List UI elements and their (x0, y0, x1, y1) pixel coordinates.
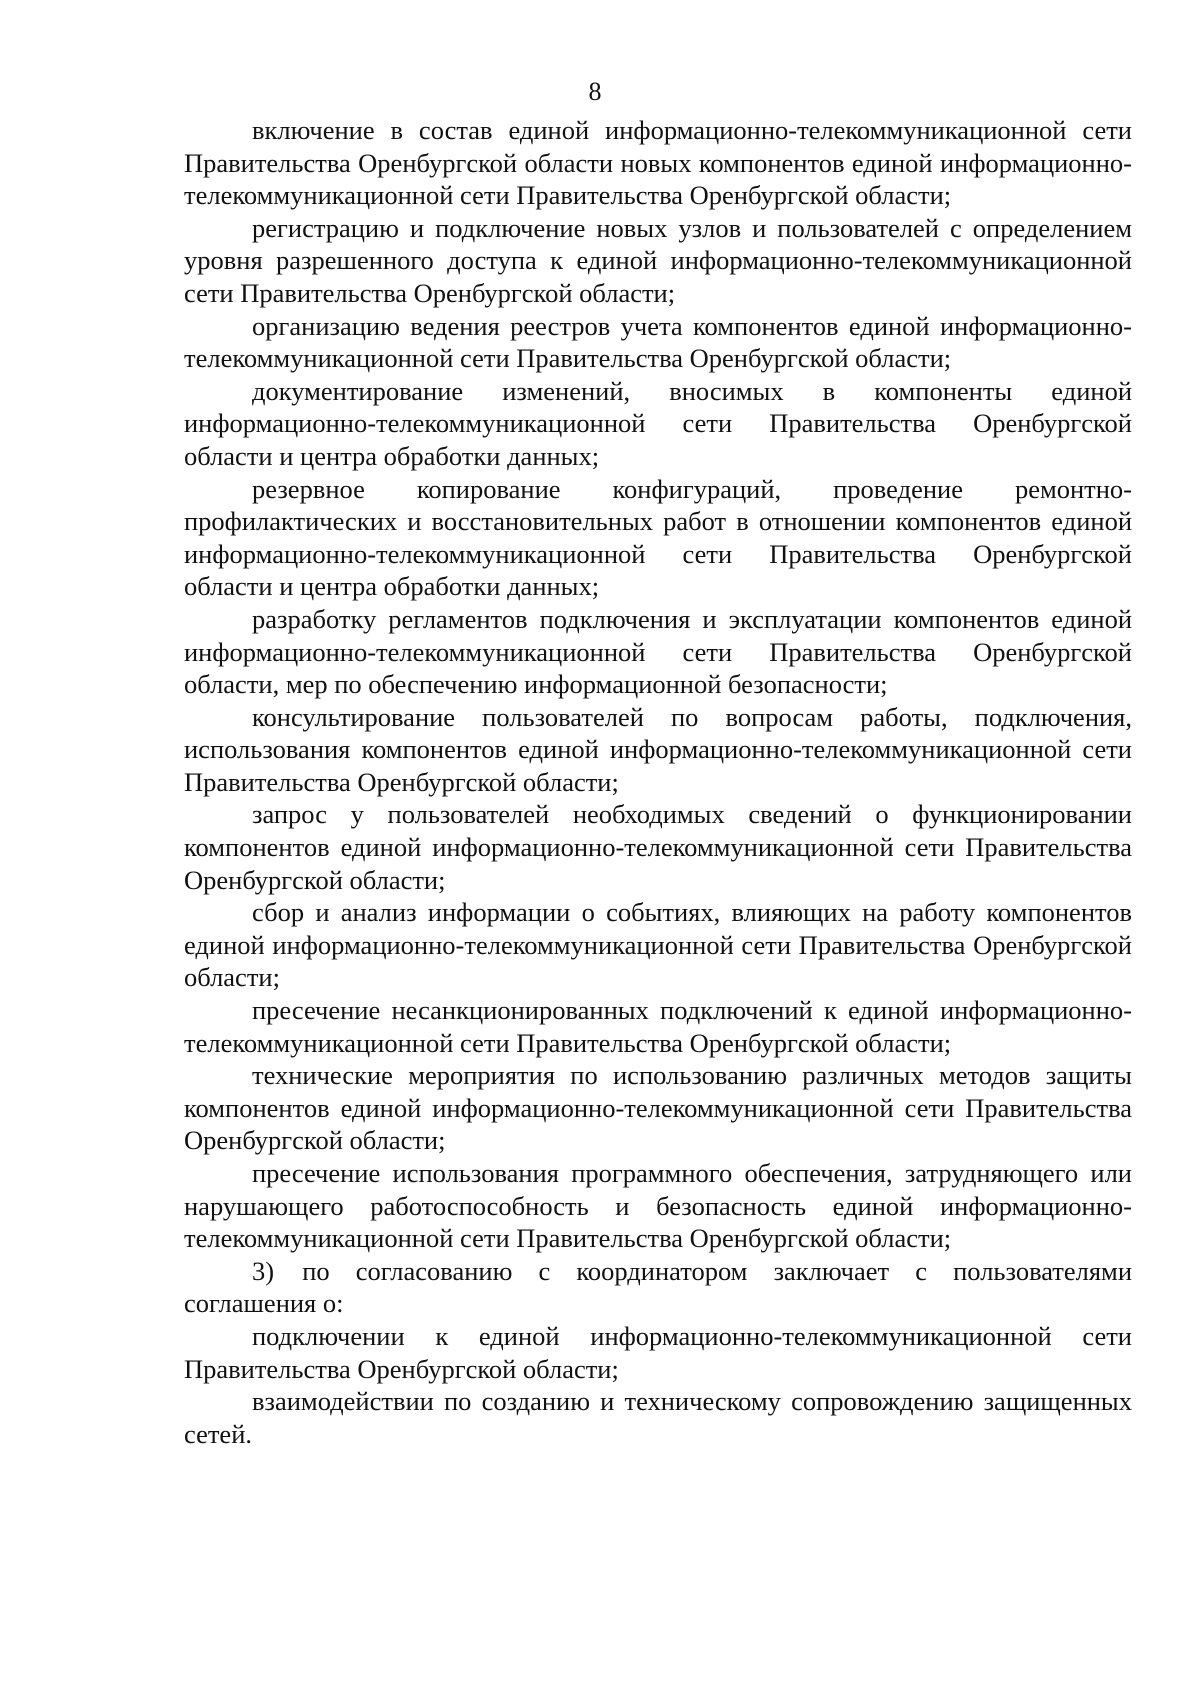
paragraph-event-analysis: сбор и анализ информации о событиях, влияющих на работу компонентов единой информационно-телекоммуникационной сети Правительства Оренбургской области; (184, 897, 1132, 993)
paragraph-item-3 (184, 1255, 1132, 1320)
item-3-text: по согласованию с координатором заключает с пользователями соглашения о: (184, 1255, 1133, 1319)
page-number: 8 (588, 77, 602, 106)
paragraph-documenting: документирование изменений, вносимых в компоненты единой информационно-телекоммуникационной сети Правительства Оренбургской области и центра обработки данных; (184, 375, 1132, 471)
item-3-number: 3) (252, 1255, 275, 1286)
paragraph-registry: организацию ведения реестров учета компонентов единой информационно-телекоммуникационной сети Правительства Оренбургской области; (184, 310, 1132, 374)
document-body (184, 114, 1132, 1450)
paragraph-agreement-cooperation: взаимодействии по созданию и техническому сопровождению защищенных сетей. (184, 1386, 1132, 1449)
paragraph-consulting: консультирование пользователей по вопросам работы, подключения, использования компонентов единой информационно-телекоммуникационной сети Правительства Оренбургской области; (184, 701, 1132, 797)
paragraph-agreement-connection: подключении к единой информационно-телекоммуникационной сети Правительства Оренбургской области; (184, 1320, 1132, 1384)
paragraph-network-inclusion: включение в состав единой информационно-телекоммуникационной сети Правительства Оренбургской области новых компонентов единой информационно-телекоммуникационной сети Правительства Оренбургской области; (184, 115, 1132, 211)
paragraph-software: пресечение использования программного обеспечения, затрудняющего или нарушающего работоспособность и безопасность единой информационно-телекоммуникационной сети Правительства Оренбургской области; (184, 1158, 1132, 1254)
paragraph-regulations: разработку регламентов подключения и эксплуатации компонентов единой информационно-телекоммуникационной сети Правительства Оренбургской области, мер по обеспечению информационной безопасности; (184, 603, 1132, 700)
paragraph-registration: регистрацию и подключение новых узлов и пользователей с определением уровня разрешенного доступа к единой информационно-телекоммуникационной сети Правительства Оренбургской области; (184, 212, 1132, 308)
paragraph-protection: технические мероприятия по использованию различных методов защиты компонентов единой информационно-телекоммуникационной сети Правительства Оренбургской области; (184, 1060, 1132, 1156)
paragraph-info-request: запрос у пользователей необходимых сведений о функционировании компонентов единой информационно-телекоммуникационной сети Правительства Оренбургской области; (184, 799, 1132, 895)
paragraph-backup: резервное копирование конфигураций, проведение ремонтно-профилактических и восстановительных работ в отношении компонентов единой информационно-телекоммуникационной сети Правительства Оренбургской области и центра обработки данных; (184, 473, 1132, 602)
paragraph-unauthorized: пресечение несанкционированных подключений к единой информационно-телекоммуникационной сети Правительства Оренбургской области; (184, 995, 1132, 1058)
